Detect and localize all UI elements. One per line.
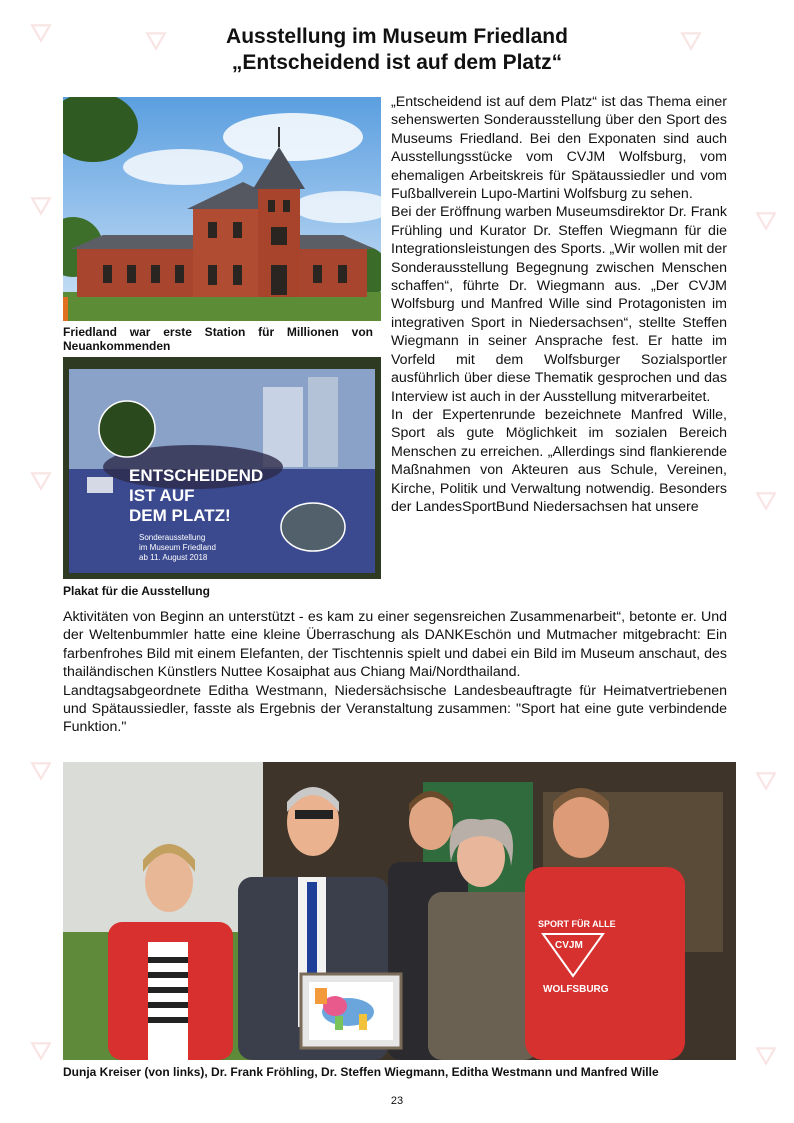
article-paragraph: Bei der Eröffnung warben Museumsdirektor Dr. Frank Frühling und Kurator Dr. Steffen Wiegmann für die Integrationsleistungen des Sports. „Wir wollen mit der Sonderausstellung Begegnung zwischen Menschen schaffen“, führte Dr. Wiegmann aus. „Der CVJM Wolfsburg und Manfred Wille sind Protagonisten im integrativen Sport in Niedersachsen“, stellte Steffen Wiegmann in seiner Ansprache fest. Er hatte im Vorfeld mit dem Wolfsburger Sozialsportler ausführlich über diese Thematik gesprochen und das Interview ist auch in der Ausstellung mitverarbeitet. — [391, 204, 727, 405]
article-column-text — [391, 93, 727, 516]
title-line-1: Ausstellung im Museum Friedland — [226, 25, 568, 48]
page-title — [0, 24, 794, 76]
museum-building-photo — [63, 97, 381, 321]
exhibition-poster-photo — [63, 357, 381, 579]
article-paragraph: „Entscheidend ist auf dem Platz“ ist das Thema einer sehenswerten Sonderausstellung über den Sport des Museums Friedland. Bei den Exponaten sind auch Ausstellungsstücke vom CVJM Wolfsburg, vom ehemaligen Arbeitskreis für Spätaussiedler und vom Fußballverein Lupo-Martini Wolfsburg zu sehen. — [391, 94, 727, 203]
poster-sub-1: Sonderausstellung — [139, 533, 206, 542]
article-paragraph: In der Expertenrunde bezeichnete Manfred Wille, Sport als gute Möglichkeit im sozialen Bereich Menschen zu erreichen. „Allerdings sind flankierende Maßnahmen von Akteuren aus Schule, Vereinen, Kirche, Politik und Verwaltung notwendig. Besonders der LandesSportBund Niedersachsen hat unsere — [391, 406, 727, 515]
watermark-logo-icon — [30, 470, 52, 492]
group-photo-caption: Dunja Kreiser (von links), Dr. Frank Fröhling, Dr. Steffen Wiegmann, Editha Westmann und Manfred Wille — [63, 1065, 659, 1079]
watermark-logo-icon — [755, 1045, 777, 1067]
poster-caption: Plakat für die Ausstellung — [63, 584, 210, 598]
poster-headline-2: IST AUF — [129, 486, 195, 505]
poster-sub-2: im Museum Friedland — [139, 543, 216, 552]
article-full-width-text — [63, 608, 727, 737]
poster-sub-3: ab 11. August 2018 — [139, 553, 208, 562]
page-number: 23 — [390, 1095, 404, 1107]
title-line-2: „Entscheidend ist auf dem Platz“ — [231, 51, 563, 74]
group-photo — [63, 762, 736, 1060]
watermark-logo-icon — [755, 770, 777, 792]
shirt-text-logo: CVJM — [555, 940, 583, 951]
watermark-logo-icon — [30, 760, 52, 782]
watermark-logo-icon — [30, 1040, 52, 1062]
watermark-logo-icon — [30, 195, 52, 217]
poster-headline-1: ENTSCHEIDEND — [129, 466, 264, 485]
museum-building-caption: Friedland war erste Station für Millionen von Neuankommenden — [63, 325, 373, 353]
article-paragraph: Aktivitäten von Beginn an unterstützt - es kam zu einer segensreichen Zusammenarbeit“, betonte er. Und der Weltenbummler hatte eine kleine Überraschung als DANKEschön und Mutmacher mitgebracht: Ein farbenfrohes Bild mit einem Elefanten, der Tischtennis spielt und dabei ein Bild im Museum anschaut, des thailändischen Künstlers Nuttee Kosaiphat aus Chiang Mai/Nordthailand. — [63, 609, 727, 681]
poster-headline-3: DEM PLATZ! — [129, 506, 231, 525]
watermark-logo-icon — [755, 210, 777, 232]
shirt-text-top: SPORT FÜR ALLE — [538, 919, 616, 929]
shirt-text-bottom: WOLFSBURG — [543, 984, 609, 995]
article-paragraph: Landtagsabgeordnete Editha Westmann, Niedersächsische Landesbeauftragte für Heimatvertriebenen und Spätaussiedler, fasste als Ergebnis der Veranstaltung zusammen: "Sport hat eine gute verbindende Funktion." — [63, 682, 727, 736]
watermark-logo-icon — [755, 490, 777, 512]
